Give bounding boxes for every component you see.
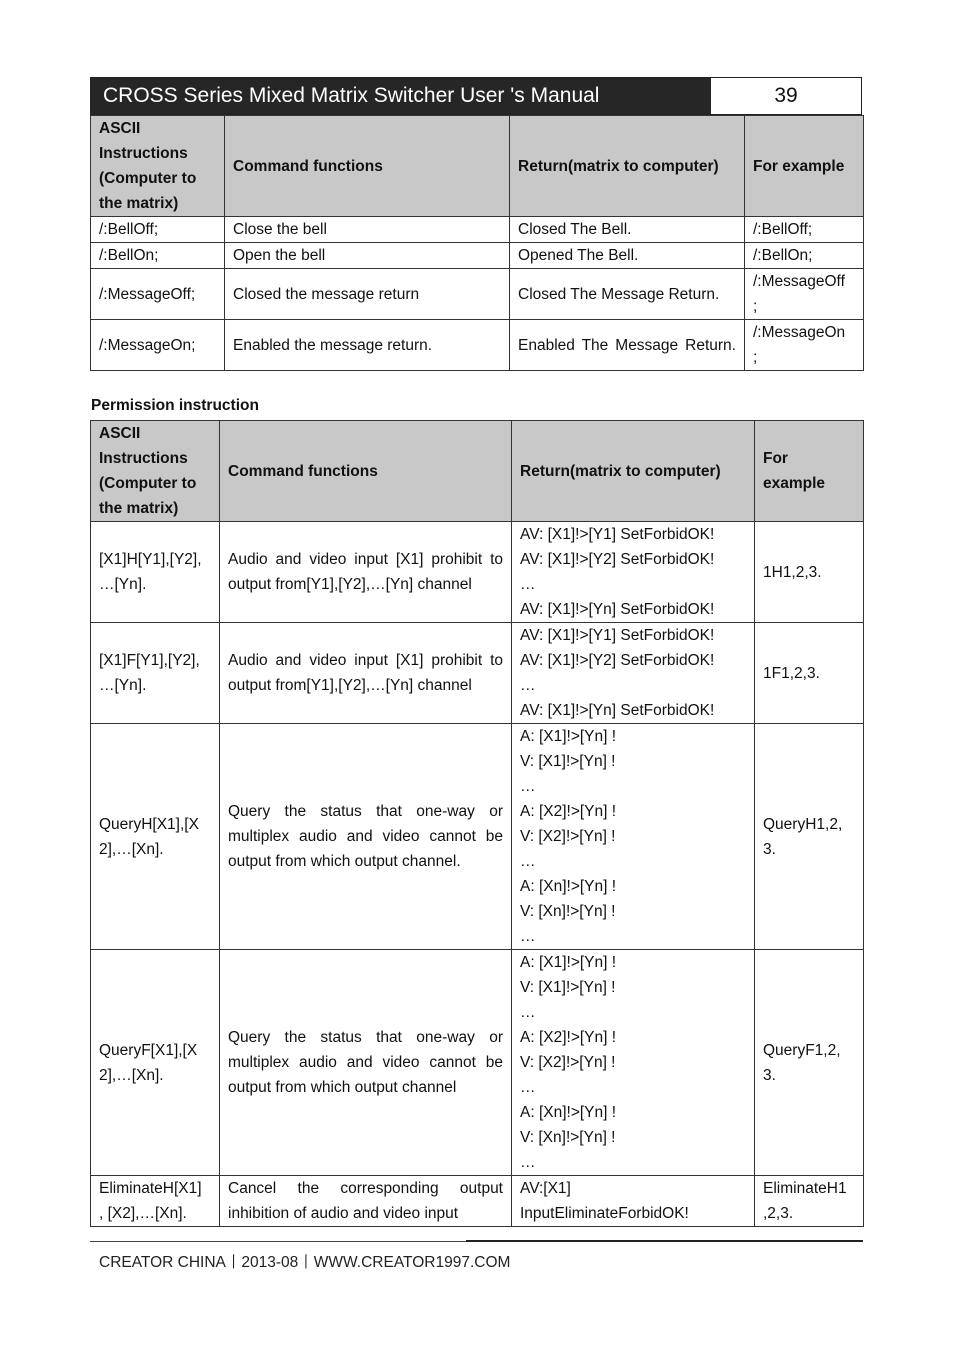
cell-function: Query the status that one-way or multiplex audio and video cannot be output from which output channel: [220, 950, 512, 1176]
cell-example: EliminateH1 ,2,3.: [755, 1176, 864, 1227]
cell-function: Close the bell: [225, 217, 510, 243]
column-header-function: Command functions: [225, 116, 510, 217]
section-title: Permission instruction: [91, 397, 259, 414]
permission-command-table: [90, 420, 864, 1227]
cell-example: 1H1,2,3.: [755, 522, 864, 623]
cell-return: Opened The Bell.: [510, 243, 745, 269]
column-header-return: Return(matrix to computer): [510, 116, 745, 217]
cell-example: /:MessageOn ;: [745, 320, 864, 371]
page-number: 39: [711, 78, 861, 114]
column-header-return: Return(matrix to computer): [512, 421, 755, 522]
cell-ascii: /:MessageOn;: [91, 320, 225, 371]
cell-example: QueryF1,2, 3.: [755, 950, 864, 1176]
cell-return: AV: [X1]!>[Y1] SetForbidOK! AV: [X1]!>[Y2] SetForbidOK! … AV: [X1]!>[Yn] SetForbidOK!: [512, 522, 755, 623]
cell-function: Cancel the corresponding output inhibition of audio and video input: [220, 1176, 512, 1227]
page-footer: CREATOR CHINA丨2013-08丨WWW.CREATOR1997.COM: [99, 1254, 511, 1271]
page-header: [90, 77, 862, 115]
manual-title: CROSS Series Mixed Matrix Switcher User 's Manual: [91, 78, 711, 114]
cell-ascii: EliminateH[X1] , [X2],…[Xn].: [91, 1176, 220, 1227]
cell-return: AV: [X1]!>[Y1] SetForbidOK! AV: [X1]!>[Y2] SetForbidOK! … AV: [X1]!>[Yn] SetForbidOK!: [512, 623, 755, 724]
table-row: [91, 724, 864, 950]
cell-return: Closed The Message Return.: [510, 269, 745, 320]
cell-ascii: [X1]F[Y1],[Y2], …[Yn].: [91, 623, 220, 724]
footer-divider-accent: [466, 1240, 863, 1242]
cell-ascii: /:BellOff;: [91, 217, 225, 243]
cell-example: /:BellOff;: [745, 217, 864, 243]
cell-example: /:MessageOff ;: [745, 269, 864, 320]
column-header-example: For example: [745, 116, 864, 217]
cell-example: /:BellOn;: [745, 243, 864, 269]
cell-ascii: QueryF[X1],[X 2],…[Xn].: [91, 950, 220, 1176]
cell-ascii: QueryH[X1],[X 2],…[Xn].: [91, 724, 220, 950]
cell-function: Audio and video input [X1] prohibit to output from[Y1],[Y2],…[Yn] channel: [220, 623, 512, 724]
column-header-function: Command functions: [220, 421, 512, 522]
column-header-example: For example: [755, 421, 864, 522]
table-row: [91, 950, 864, 1176]
cell-return: AV:[X1] InputEliminateForbidOK!: [512, 1176, 755, 1227]
table-row: [91, 269, 864, 320]
table-row: [91, 522, 864, 623]
cell-return: Enabled The Message Return.: [510, 320, 745, 371]
cell-example: QueryH1,2, 3.: [755, 724, 864, 950]
column-header-ascii: ASCII Instructions (Computer to the matrix): [91, 421, 220, 522]
table-row: [91, 623, 864, 724]
bell-message-command-table: [90, 115, 864, 371]
cell-return: Closed The Bell.: [510, 217, 745, 243]
cell-function: Closed the message return: [225, 269, 510, 320]
table-row: [91, 243, 864, 269]
cell-function: Enabled the message return.: [225, 320, 510, 371]
table-header-row: [91, 421, 864, 522]
column-header-ascii: ASCII Instructions (Computer to the matrix): [91, 116, 225, 217]
table-row: [91, 217, 864, 243]
cell-return: A: [X1]!>[Yn] ! V: [X1]!>[Yn] ! … A: [X2]!>[Yn] ! V: [X2]!>[Yn] ! … A: [Xn]!>[Yn] ! V: [Xn]!>[Yn] ! …: [512, 950, 755, 1176]
cell-ascii: /:BellOn;: [91, 243, 225, 269]
cell-example: 1F1,2,3.: [755, 623, 864, 724]
cell-function: Query the status that one-way or multiplex audio and video cannot be output from which output channel.: [220, 724, 512, 950]
table-row: [91, 1176, 864, 1227]
cell-ascii: [X1]H[Y1],[Y2], …[Yn].: [91, 522, 220, 623]
table-row: [91, 320, 864, 371]
cell-return: A: [X1]!>[Yn] ! V: [X1]!>[Yn] ! … A: [X2]!>[Yn] ! V: [X2]!>[Yn] ! … A: [Xn]!>[Yn] ! V: [Xn]!>[Yn] ! …: [512, 724, 755, 950]
cell-ascii: /:MessageOff;: [91, 269, 225, 320]
cell-function: Open the bell: [225, 243, 510, 269]
table-header-row: [91, 116, 864, 217]
cell-function: Audio and video input [X1] prohibit to output from[Y1],[Y2],…[Yn] channel: [220, 522, 512, 623]
